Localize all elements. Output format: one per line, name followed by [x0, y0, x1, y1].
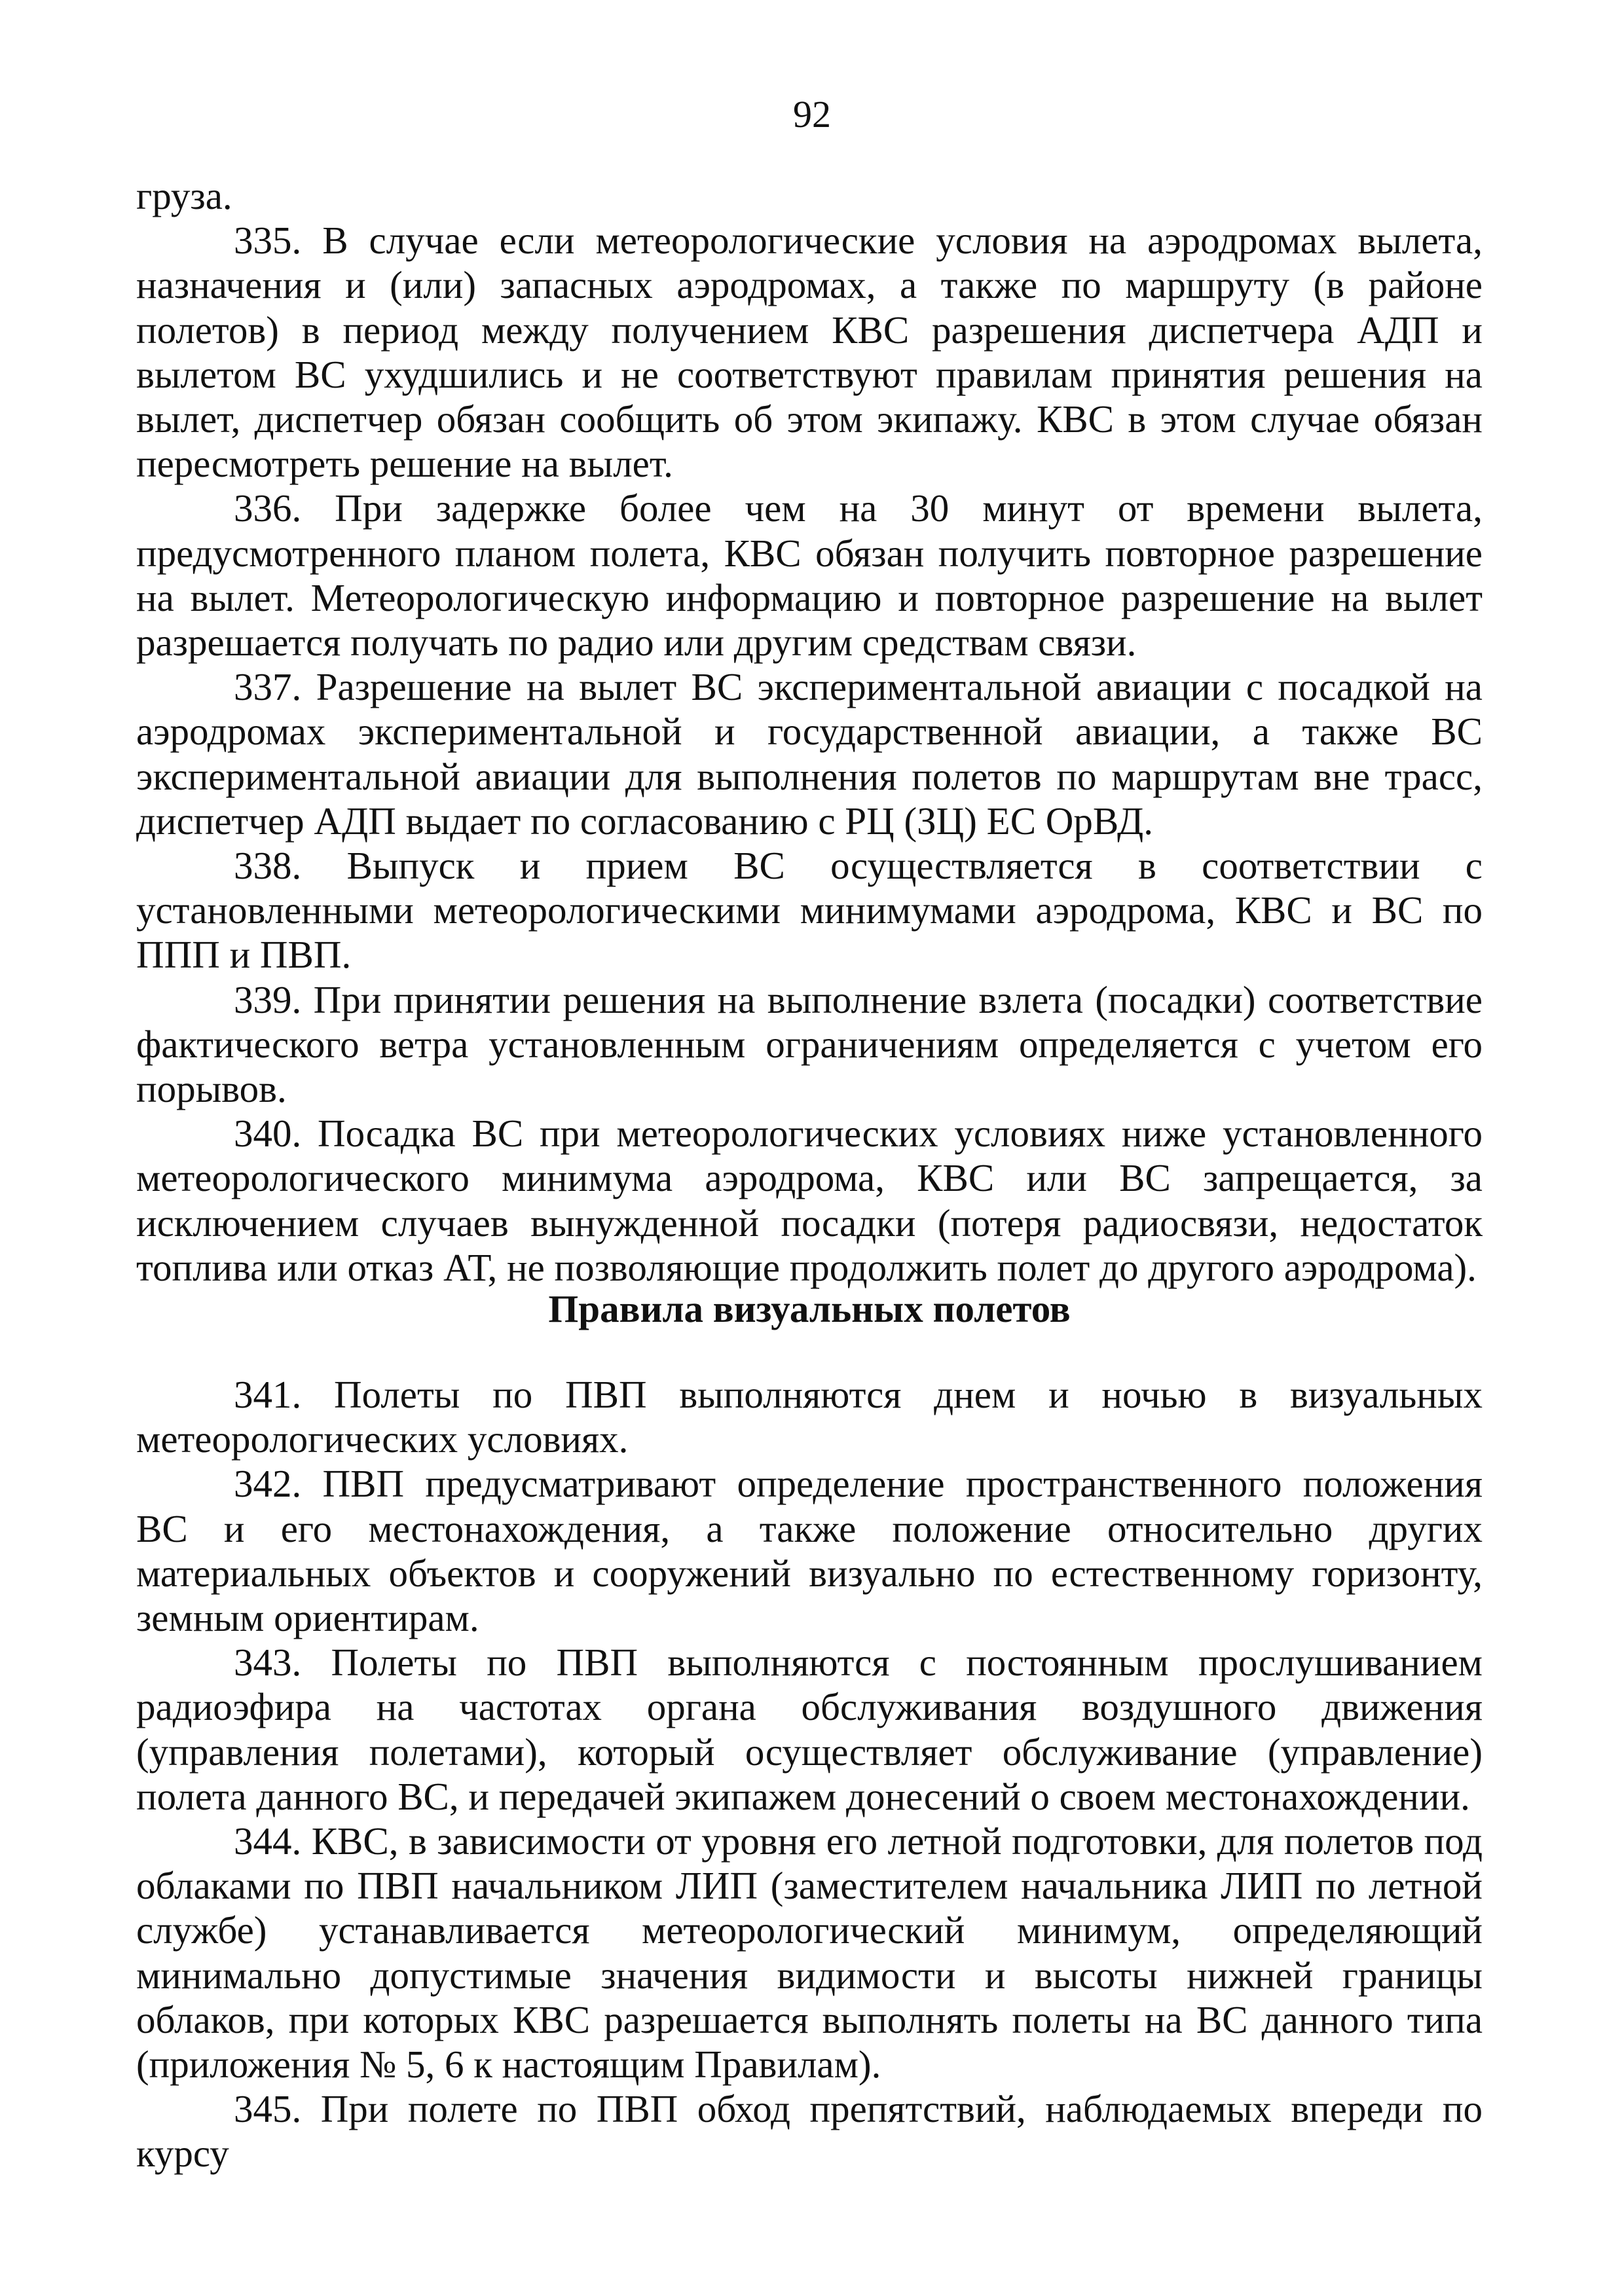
paragraph-343: 343. Полеты по ПВП выполняются с постоянным прослушиванием радиоэфира на частотах органа обслуживания воздушного движения (управления полетами), который осуществляет обслуживание (управление) полета данного ВС, и передачей экипажем донесений о своем местонахождении.: [136, 1641, 1483, 1818]
paragraph-344: 344. КВС, в зависимости от уровня его летной подготовки, для полетов под облаками по ПВП начальником ЛИП (заместителем начальника ЛИП по летной службе) устанавливается метеорологический минимум, определяющий минимально допустимые значения видимости и высоты нижней границы облаков, при которых КВС разрешается выполнять полеты на ВС данного типа (приложения № 5, 6 к настоящим Правилам).: [136, 1819, 1483, 2086]
text-block-after-heading: [136, 1372, 1483, 2176]
paragraph-336: 336. При задержке более чем на 30 минут от времени вылета, предусмотренного планом полета, КВС обязан получить повторное разрешение на вылет. Метеорологическую информацию и повторное разрешение на вылет разрешается получать по радио или другим средствам связи.: [136, 486, 1483, 665]
paragraph-339: 339. При принятии решения на выполнение взлета (посадки) соответствие фактического ветра установленным ограничениям определяется с учетом его порывов.: [136, 977, 1483, 1111]
paragraph-345: 345. При полете по ПВП обход препятствий, наблюдаемых впереди по курсу: [136, 2087, 1483, 2176]
text-block-before-heading: [136, 173, 1483, 1290]
section-heading: Правила визуальных полетов: [548, 1287, 1071, 1330]
paragraph-continuation: груза.: [136, 174, 232, 217]
paragraph-340: 340. Посадка ВС при метеорологических условиях ниже установленного метеорологического минимума аэродрома, КВС или ВС запрещается, за исключением случаев вынужденной посадки (потеря радиосвязи, недостаток топлива или отказ АТ, не позволяющие продолжить полет до другого аэродрома).: [136, 1112, 1483, 1289]
paragraph-337: 337. Разрешение на вылет ВС экспериментальной авиации с посадкой на аэродромах экспериментальной и государственной авиации, а также ВС экспериментальной авиации для выполнения полетов по маршрутам вне трасс, диспетчер АДП выдает по согласованию с РЦ (ЗЦ) ЕС ОрВД.: [136, 665, 1483, 843]
paragraph-338: 338. Выпуск и прием ВС осуществляется в соответствии с установленными метеорологическими минимумами аэродрома, КВС и ВС по ППП и ПВП.: [136, 844, 1483, 977]
paragraph-335: 335. В случае если метеорологические условия на аэродромах вылета, назначения и (или) запасных аэродромах, а также по маршруту (в районе полетов) в период между получением КВС разрешения диспетчера АДП и вылетом ВС ухудшились и не соответствуют правилам принятия решения на вылет, диспетчер обязан сообщить об этом экипажу. КВС в этом случае обязан пересмотреть решение на вылет.: [136, 219, 1483, 486]
page-number: 92: [793, 93, 831, 136]
paragraph-342: 342. ПВП предусматривают определение пространственного положения ВС и его местонахождения, а также положение относительно других материальных объектов и сооружений визуально по естественному горизонту, земным ориентирам.: [136, 1462, 1483, 1640]
paragraph-341: 341. Полеты по ПВП выполняются днем и ночью в визуальных метеорологических условиях.: [136, 1373, 1483, 1461]
